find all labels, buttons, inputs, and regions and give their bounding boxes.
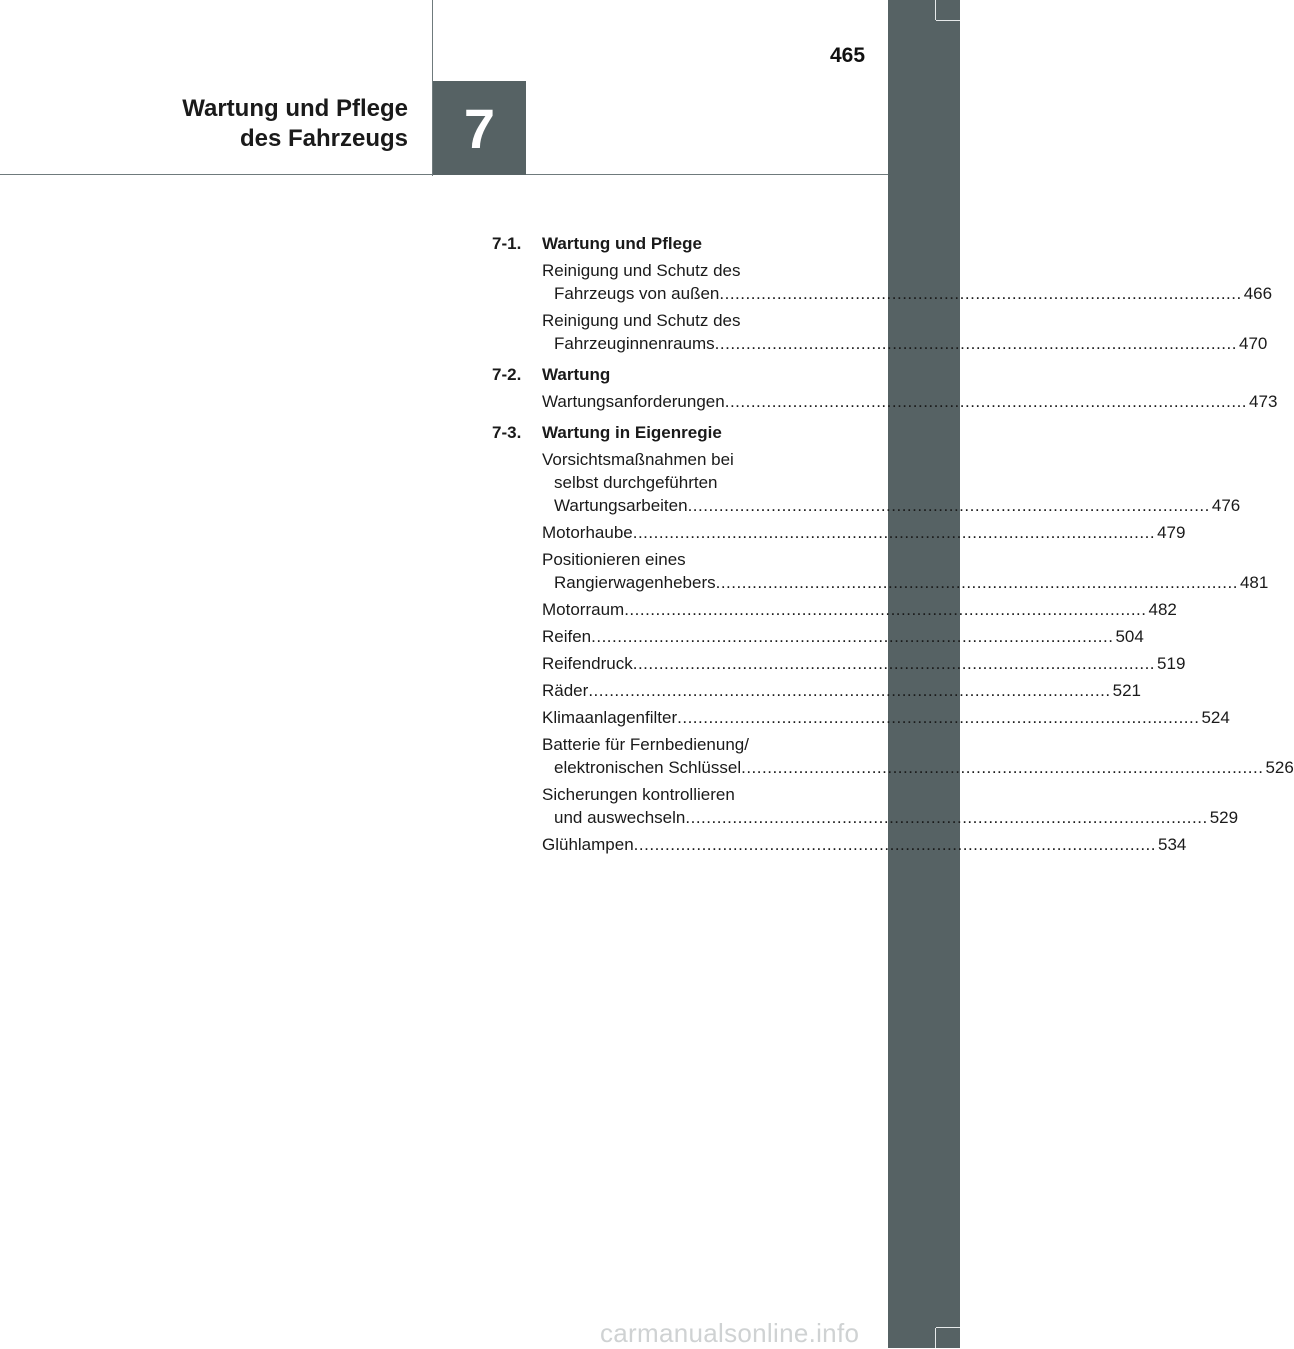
toc-entry-page: 524 (1201, 708, 1230, 727)
toc-entry-line (542, 706, 1230, 729)
dot-leader (677, 708, 1199, 727)
toc-entry-page: 470 (1238, 334, 1268, 353)
toc-entry-text: Räder (542, 681, 589, 700)
toc-entry-line (542, 548, 828, 571)
toc-entry-page: 519 (1157, 654, 1186, 673)
toc-section (492, 421, 1294, 856)
dot-leader (741, 758, 1263, 777)
toc-entry-page: 482 (1148, 600, 1177, 619)
toc-entry-page: 534 (1158, 835, 1187, 854)
toc-entry-line (542, 259, 828, 282)
toc-entry[interactable] (542, 548, 1269, 594)
toc-entry[interactable] (542, 833, 1187, 856)
dot-leader (633, 654, 1155, 673)
toc-entry[interactable] (542, 598, 1177, 621)
toc-section-number: 7-2. (492, 365, 522, 384)
toc-entry-page: 479 (1157, 523, 1186, 542)
toc-section-heading[interactable] (492, 232, 828, 255)
toc-entry[interactable] (542, 625, 1144, 648)
toc-entry-page: 476 (1211, 496, 1241, 515)
toc-entry[interactable] (542, 390, 1278, 413)
toc-entry[interactable] (542, 521, 1186, 544)
toc-entry-line (542, 679, 1142, 702)
toc-entry-line (542, 448, 828, 471)
toc-entry-page: 466 (1243, 284, 1273, 303)
toc-entry-text: Klimaanlagenfilter (542, 708, 678, 727)
toc-entry-text: Motorraum (542, 600, 625, 619)
toc-entry-text: Reinigung und Schutz des (542, 311, 741, 330)
toc-entry-text: Reifen (542, 627, 592, 646)
toc-entry-line (542, 625, 1144, 648)
toc-entry-page: 481 (1239, 573, 1269, 592)
dot-leader (588, 681, 1110, 700)
toc-entry-line (542, 652, 1186, 675)
chapter-number-box (433, 81, 526, 175)
dot-leader (591, 627, 1113, 646)
toc-entry-line (542, 390, 1278, 413)
toc-entry-line (542, 571, 1269, 594)
chapter-title (182, 94, 408, 154)
dot-leader (719, 284, 1241, 303)
dot-leader (715, 334, 1237, 353)
toc-section-heading[interactable] (492, 363, 828, 386)
toc-section-number: 7-3. (492, 423, 522, 442)
toc-entry-text: Fahrzeuginnenraums (554, 334, 715, 353)
crop-mark (936, 1327, 960, 1328)
toc-entry-line (542, 521, 1186, 544)
side-color-band (888, 0, 960, 1348)
toc-entry-line (542, 309, 828, 332)
dot-leader (688, 496, 1210, 515)
toc-entry-line (542, 783, 828, 806)
toc-entry[interactable] (542, 652, 1186, 675)
dot-leader (716, 573, 1238, 592)
dot-leader (634, 835, 1156, 854)
toc-entry-text: und auswechseln (554, 808, 686, 827)
toc-entry-line (542, 833, 1187, 856)
toc-entry-page: 529 (1209, 808, 1239, 827)
toc-entry[interactable] (542, 448, 1241, 517)
crop-mark (936, 20, 960, 21)
toc-entry-text: elektronischen Schlüssel (554, 758, 742, 777)
dot-leader (624, 600, 1146, 619)
toc-entry[interactable] (542, 679, 1142, 702)
toc-entry-line (542, 332, 1268, 355)
toc-entry-line (542, 756, 1294, 779)
toc-entry-line (542, 806, 1239, 829)
toc-section (492, 363, 1278, 413)
toc-entry-text: Positionieren eines (542, 550, 686, 569)
toc-entry-text: Rangierwagenhebers (554, 573, 716, 592)
toc-entry-text: Motorhaube (542, 523, 633, 542)
toc-entry-page: 526 (1265, 758, 1294, 777)
watermark-text: carmanualsonline.info (600, 1318, 860, 1348)
toc-entry-text: Sicherungen kontrollieren (542, 785, 735, 804)
toc-section-title: Wartung in Eigenregie (542, 423, 722, 442)
table-of-contents (492, 232, 1294, 864)
toc-entry[interactable] (542, 783, 1239, 829)
dot-leader (685, 808, 1207, 827)
dot-leader (633, 523, 1155, 542)
toc-entry-text: Glühlampen (542, 835, 634, 854)
toc-section-title: Wartung und Pflege (542, 234, 702, 253)
toc-entry-text: Vorsichtsmaßnahmen bei (542, 450, 734, 469)
page-number: 465 (830, 44, 866, 67)
toc-entry-text: Reifendruck (542, 654, 633, 673)
toc-entry-line (542, 733, 828, 756)
chapter-number: 7 (463, 96, 496, 160)
crop-mark (935, 1328, 936, 1348)
toc-entry[interactable] (542, 733, 1294, 779)
toc-section-heading[interactable] (492, 421, 828, 444)
toc-entry-page: 473 (1249, 392, 1278, 411)
toc-entry-line (542, 598, 1177, 621)
toc-section-number: 7-1. (492, 234, 522, 253)
toc-entry-text: selbst durchgeführten (554, 473, 718, 492)
toc-section-title: Wartung (542, 365, 611, 384)
toc-entry-text: Fahrzeugs von außen (554, 284, 720, 303)
toc-entry-text: Reinigung und Schutz des (542, 261, 741, 280)
toc-section (492, 232, 1273, 355)
toc-entry-line (542, 471, 828, 494)
toc-entry-text: Wartungsanforderungen (542, 392, 725, 411)
toc-entry-page: 521 (1112, 681, 1142, 700)
toc-entry-text: Wartungsarbeiten (554, 496, 688, 515)
toc-entry-line (542, 494, 1241, 517)
toc-entry[interactable] (542, 706, 1230, 729)
toc-entry[interactable] (542, 259, 1273, 305)
crop-mark (935, 0, 936, 20)
chapter-title-line: Wartung und Pflege (182, 95, 408, 122)
chapter-title-line: des Fahrzeugs (239, 125, 408, 152)
toc-entry-page: 504 (1115, 627, 1144, 646)
toc-entry-text: Batterie für Fernbedienung/ (542, 735, 749, 754)
dot-leader (725, 392, 1247, 411)
toc-entry-line (542, 282, 1273, 305)
toc-entry[interactable] (542, 309, 1268, 355)
